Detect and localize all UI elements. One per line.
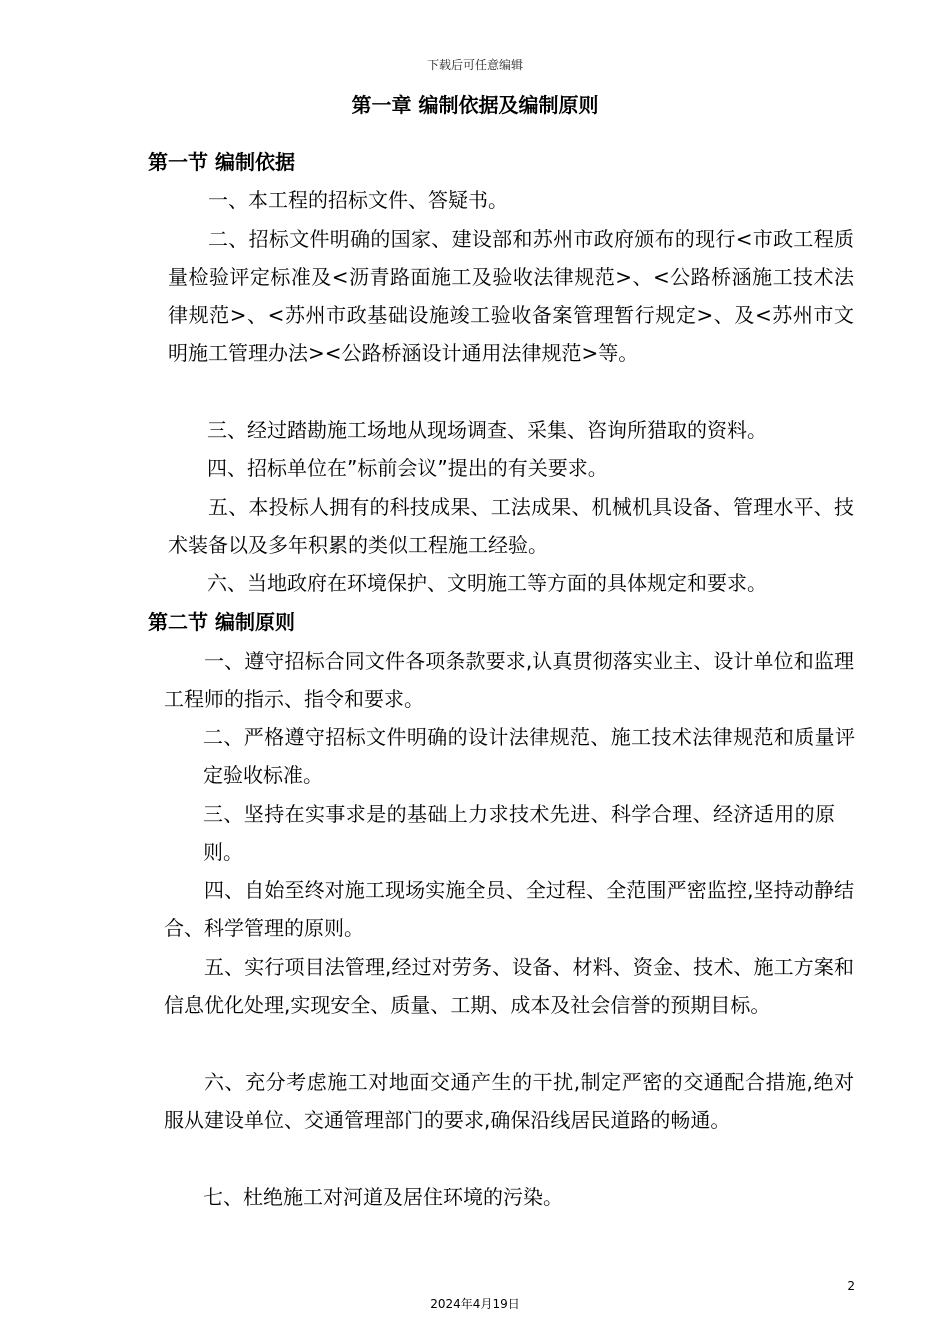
paragraph: 一、本工程的招标文件、答疑书。 xyxy=(208,188,508,212)
paragraph: 三、经过踏勘施工场地从现场调查、采集、咨询所猎取的资料。 xyxy=(207,418,767,442)
paragraph: 三、坚持在实事求是的基础上力求技术先进、科学合理、经济适用的原则。 xyxy=(203,802,835,864)
paragraph: 一、遵守招标合同文件各项条款要求,认真贯彻落实业主、设计单位和监理工程师的指示、指令和要求。 xyxy=(164,649,854,711)
paragraph: 六、充分考虑施工对地面交通产生的干扰,制定严密的交通配合措施,绝对服从建设单位、交通管理部门的要求,确保沿线居民道路的畅通。 xyxy=(164,1070,854,1132)
footer-date: 2024年4月19日 xyxy=(430,1297,520,1311)
chapter-title: 第一章 编制依据及编制原则 xyxy=(351,93,599,117)
paragraph: 二、招标文件明确的国家、建设部和苏州市政府颁布的现行<市政工程质量检验评定标准及<沥青路面施工及验收法律规范>、<公路桥涵施工技术法律规范>、<苏州市政基础设施竣工验收备案管理暂行规定>、及<苏州市文明施工管理办法><公路桥涵设计通用法律规范>等。 xyxy=(168,227,854,365)
paragraph: 七、杜绝施工对河道及居住环境的污染。 xyxy=(203,1185,563,1209)
section-heading-principles: 第二节 编制原则 xyxy=(148,610,295,634)
header-note: 下载后可任意编辑 xyxy=(426,58,523,72)
paragraph: 四、招标单位在”标前会议”提出的有关要求。 xyxy=(207,456,608,480)
paragraph: 六、当地政府在环境保护、文明施工等方面的具体规定和要求。 xyxy=(207,571,767,595)
paragraph: 四、自始至终对施工现场实施全员、全过程、全范围严密监控,坚持动静结合、科学管理的原则。 xyxy=(164,878,854,940)
paragraph: 五、实行项目法管理,经过对劳务、设备、材料、资金、技术、施工方案和信息优化处理,实现安全、质量、工期、成本及社会信誉的预期目标。 xyxy=(164,955,854,1017)
section-heading-basis: 第一节 编制依据 xyxy=(148,150,295,174)
paragraph: 二、严格遵守招标文件明确的设计法律规范、施工技术法律规范和质量评定验收标准。 xyxy=(203,725,855,787)
paragraph: 五、本投标人拥有的科技成果、工法成果、机械机具设备、管理水平、技术装备以及多年积累的类似工程施工经验。 xyxy=(168,495,854,557)
page-number: 2 xyxy=(847,1279,855,1293)
